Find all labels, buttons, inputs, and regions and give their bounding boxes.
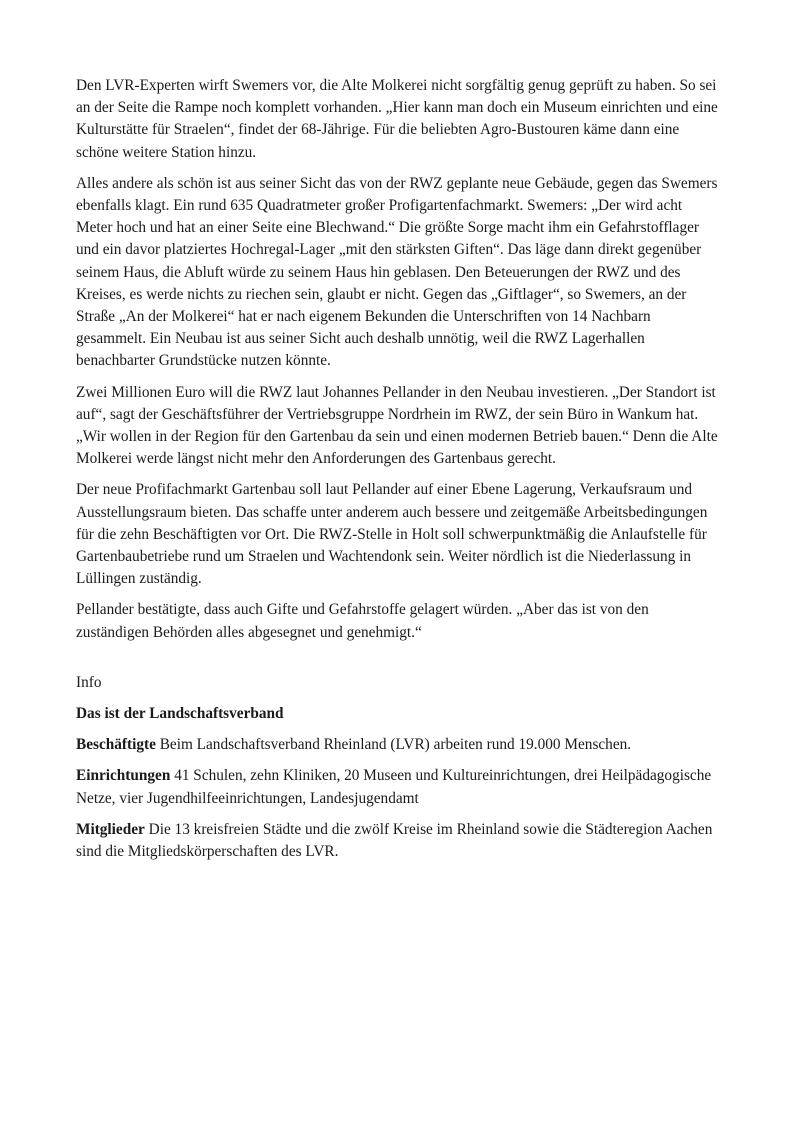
info-entry-text: 41 Schulen, zehn Kliniken, 20 Museen und Kultureinrichtungen, drei Heilpädagogische Netze, vier Jugendhilfeeinrichtungen, Landesjugendamt [76,767,712,807]
info-box [76,672,720,863]
info-entry-employees [76,734,720,756]
article-paragraph: Der neue Profifachmarkt Gartenbau soll laut Pellander auf einer Ebene Lagerung, Verkaufsraum und Ausstellungsraum bieten. Das schaffe unter anderem auch bessere und zeitgemäße Arbeitsbedingungen für die zehn Beschäftigten vor Ort. Die RWZ-Stelle in Holt soll schwerpunktmäßig die Anlaufstelle für Gartenbaubetriebe rund um Straelen und Wachtendonk sein. Weiter nördlich ist die Niederlassung in Lüllingen zuständig. [76,481,708,588]
info-label: Info [76,673,102,691]
article-paragraph: Den LVR-Experten wirft Swemers vor, die Alte Molkerei nicht sorgfältig genug geprüft zu haben. So sei an der Seite die Rampe noch komplett vorhanden. „Hier kann man doch ein Museum einrichten und eine Kulturstätte für Straelen“, findet der 68-Jährige. Für die beliebten Agro-Bustouren käme dann eine schöne weitere Station hinzu. [76,77,718,161]
info-entry-text: Die 13 kreisfreien Städte und die zwölf Kreise im Rheinland sowie die Städteregion Aachen sind die Mitgliedskörperschaften des LVR. [76,820,713,861]
info-entry-text: Beim Landschaftsverband Rheinland (LVR) arbeiten rund 19.000 Menschen. [159,736,632,754]
info-entry-term: Einrichtungen [76,767,171,785]
info-heading: Das ist der Landschaftsverband [76,705,284,723]
info-entry-term: Beschäftigte [76,736,156,754]
article-body [76,75,720,644]
info-entry-facilities [76,765,720,809]
article-paragraph: Alles andere als schön ist aus seiner Sicht das von der RWZ geplante neue Gebäude, gegen das Swemers ebenfalls klagt. Ein rund 635 Quadratmeter großer Profigartenfachmarkt. Swemers: „Der wird acht Meter hoch und hat an einer Seite eine Blechwand.“ Die größte Sorge macht ihm ein Gefahrstofflager und ein davor platziertes Hochregal-Lager „mit den stärksten Giften“. Das läge dann direkt gegenüber seinem Haus, die Abluft würde zu seinem Haus hin geblasen. Den Beteuerungen der RWZ und des Kreises, es werde nichts zu riechen sein, glaubt er nicht. Gegen das „Giftlager“, so Swemers, an der Straße „An der Molkerei“ hat er nach eigenem Bekunden die Unterschriften von 14 Nachbarn gesammelt. Ein Neubau ist aus seiner Sicht auch deshalb unnötig, weil die RWZ Lagerhallen benachbarter Grundstücke nutzen könnte. [76,174,718,370]
document-page [76,75,720,872]
info-entry-members [76,819,720,863]
info-entry-term: Mitglieder [76,820,145,838]
article-paragraph: Zwei Millionen Euro will die RWZ laut Johannes Pellander in den Neubau investieren. „Der Standort ist auf“, sagt der Geschäftsführer der Vertriebsgruppe Nordrhein im RWZ, der sein Büro in Wankum hat. „Wir wollen in der Region für den Gartenbau da sein und einen modernen Betrieb bauen.“ Denn die Alte Molkerei werde längst nicht mehr den Anforderungen des Gartenbaus gerecht. [76,383,718,468]
article-paragraph: Pellander bestätigte, dass auch Gifte und Gefahrstoffe gelagert würden. „Aber das ist von den zuständigen Behörden alles abgesegnet und genehmigt.“ [76,601,649,641]
